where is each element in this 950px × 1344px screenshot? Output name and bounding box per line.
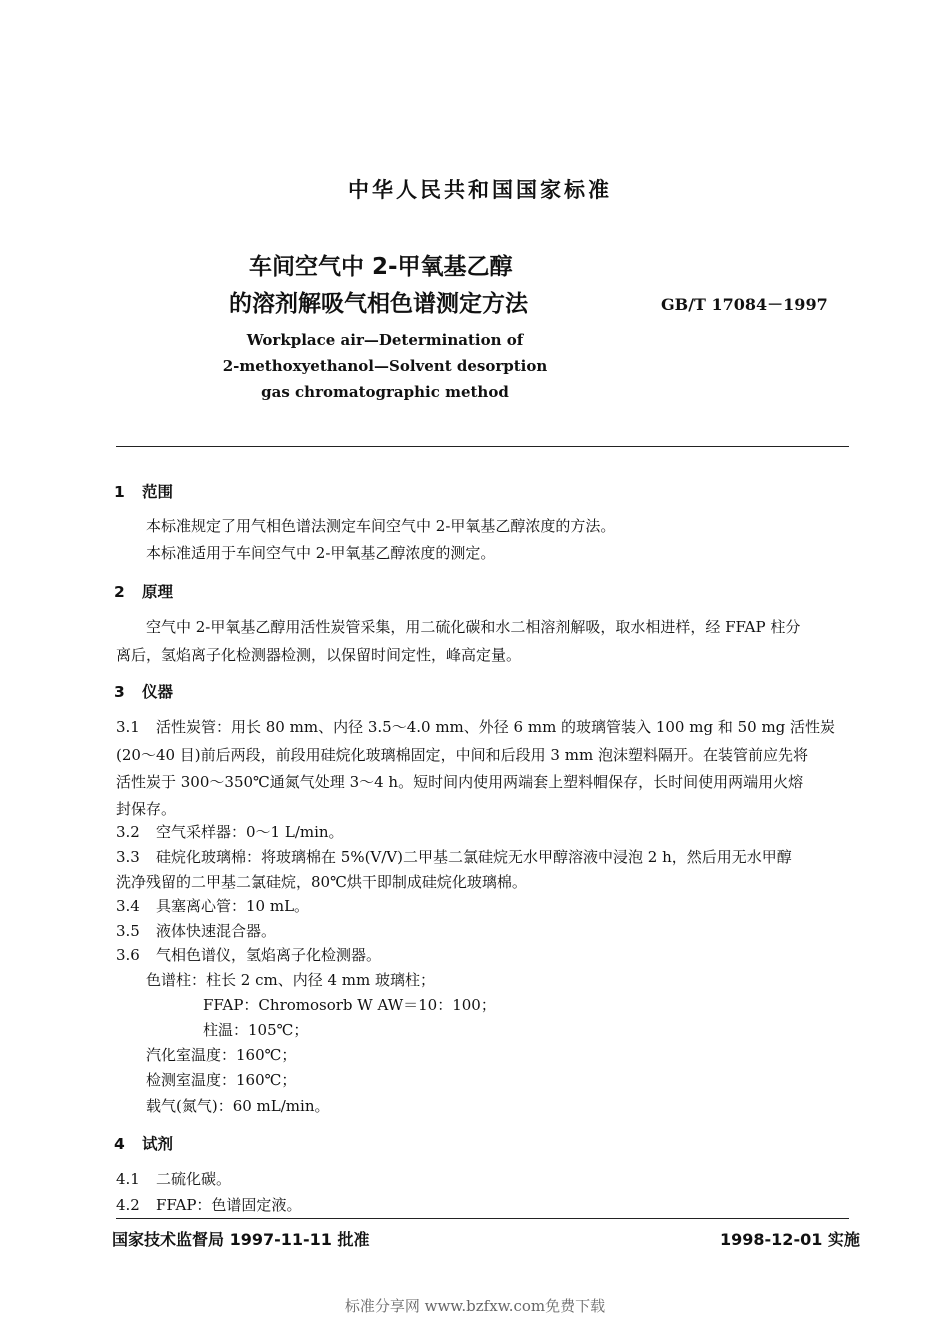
chinese-title-line-2: 的溶剂解吸气相色谱测定方法: [229, 291, 528, 317]
condition-carrier-gas: 载气(氮气)：60 mL/min。: [146, 1097, 330, 1115]
english-title-line-3: gas chromatographic method: [261, 383, 509, 401]
section-title: 试剂: [142, 1135, 174, 1153]
item-3-6: [116, 944, 381, 965]
item-text: 硅烷化玻璃棉：将玻璃棉在 5%(V/V)二甲基二氯硅烷无水甲醇溶液中浸泡 2 h，然后用无水甲醇: [156, 848, 792, 866]
item-number: 3.2: [116, 823, 140, 841]
section-title: 原理: [142, 583, 174, 601]
item-number: 3.1: [116, 718, 140, 736]
item-3-1-line-3: 活性炭于 300～350℃通氮气处理 3～4 h。短时间内使用两端套上塑料帽保存，长时间使用两端用火熔: [116, 773, 804, 791]
approval-info: 国家技术监督局 1997-11-11 批准: [112, 1230, 370, 1249]
item-number: 3.4: [116, 897, 140, 915]
column-spec-line-2: FFAP：Chromosorb W AW＝10：100；: [203, 996, 496, 1014]
condition-vaporizer-temp: 汽化室温度：160℃；: [146, 1046, 297, 1064]
item-number: 3.3: [116, 848, 140, 866]
section-number: 1: [114, 483, 125, 501]
national-standard-heading: 中华人民共和国国家标准: [348, 178, 612, 202]
section-title: 仪器: [142, 683, 174, 701]
item-text: 空气采样器：0～1 L/min。: [156, 823, 344, 841]
english-title-line-2: 2-methoxyethanol—Solvent desorption: [222, 357, 548, 375]
section-1-paragraph-1: 本标准规定了用气相色谱法测定车间空气中 2-甲氧基乙醇浓度的方法。: [146, 517, 616, 535]
english-title-line-1: Workplace air—Determination of: [246, 331, 524, 349]
column-spec-line-3: 柱温：105℃；: [203, 1021, 309, 1039]
section-3-heading: [114, 680, 173, 702]
item-3-3-line-1: [116, 846, 792, 867]
item-3-1-line-4: 封保存。: [116, 800, 177, 818]
header-divider: [116, 446, 849, 447]
item-text: 具塞离心管：10 mL。: [156, 897, 310, 915]
section-title: 范围: [142, 483, 174, 501]
section-4-heading: [114, 1132, 173, 1154]
item-3-3-line-2: 洗净残留的二甲基二氯硅烷，80℃烘干即制成硅烷化玻璃棉。: [116, 873, 527, 891]
item-number: 3.5: [116, 922, 140, 940]
section-number: 3: [114, 683, 125, 701]
section-2-line-1: 空气中 2-甲氧基乙醇用活性炭管采集，用二硫化碳和水二相溶剂解吸，取水相进样，经 FFAP 柱分: [146, 618, 801, 636]
condition-detector-temp: 检测室温度：160℃；: [146, 1071, 297, 1089]
item-text: 气相色谱仪，氢焰离子化检测器。: [156, 946, 382, 964]
section-1-paragraph-2: 本标准适用于车间空气中 2-甲氧基乙醇浓度的测定。: [146, 544, 496, 562]
item-4-2: [116, 1194, 301, 1215]
item-number: 4.1: [116, 1170, 140, 1188]
item-3-5: [116, 920, 276, 941]
section-2-heading: [114, 580, 173, 602]
chinese-title-line-1: 车间空气中 2-甲氧基乙醇: [249, 254, 513, 280]
footer-divider: [116, 1218, 849, 1219]
item-text: 活性炭管：用长 80 mm、内径 3.5～4.0 mm、外径 6 mm 的玻璃管装入 100 mg 和 50 mg 活性炭: [156, 718, 836, 736]
item-number: 4.2: [116, 1196, 140, 1214]
column-spec-line-1: 色谱柱：柱长 2 cm、内径 4 mm 玻璃柱；: [146, 971, 436, 989]
item-3-4: [116, 895, 309, 916]
item-text: FFAP：色谱固定液。: [156, 1196, 302, 1214]
standard-code: GB/T 17084－1997: [661, 295, 828, 314]
item-text: 二硫化碳。: [156, 1170, 232, 1188]
item-text: 液体快速混合器。: [156, 922, 277, 940]
item-4-1: [116, 1168, 231, 1189]
item-3-2: [116, 821, 344, 842]
section-number: 4: [114, 1135, 125, 1153]
item-3-1-line-2: (20～40 目)前后两段，前段用硅烷化玻璃棉固定，中间和后段用 3 mm 泡沫塑料隔开。在装管前应先将: [116, 746, 808, 764]
implementation-date: 1998-12-01 实施: [720, 1230, 860, 1249]
item-number: 3.6: [116, 946, 140, 964]
section-number: 2: [114, 583, 125, 601]
watermark-text: 标准分享网 www.bzfxw.com免费下载: [344, 1297, 606, 1315]
section-2-line-2: 离后，氢焰离子化检测器检测，以保留时间定性，峰高定量。: [116, 646, 522, 664]
item-3-1-line-1: [116, 716, 835, 737]
section-1-heading: [114, 480, 173, 502]
